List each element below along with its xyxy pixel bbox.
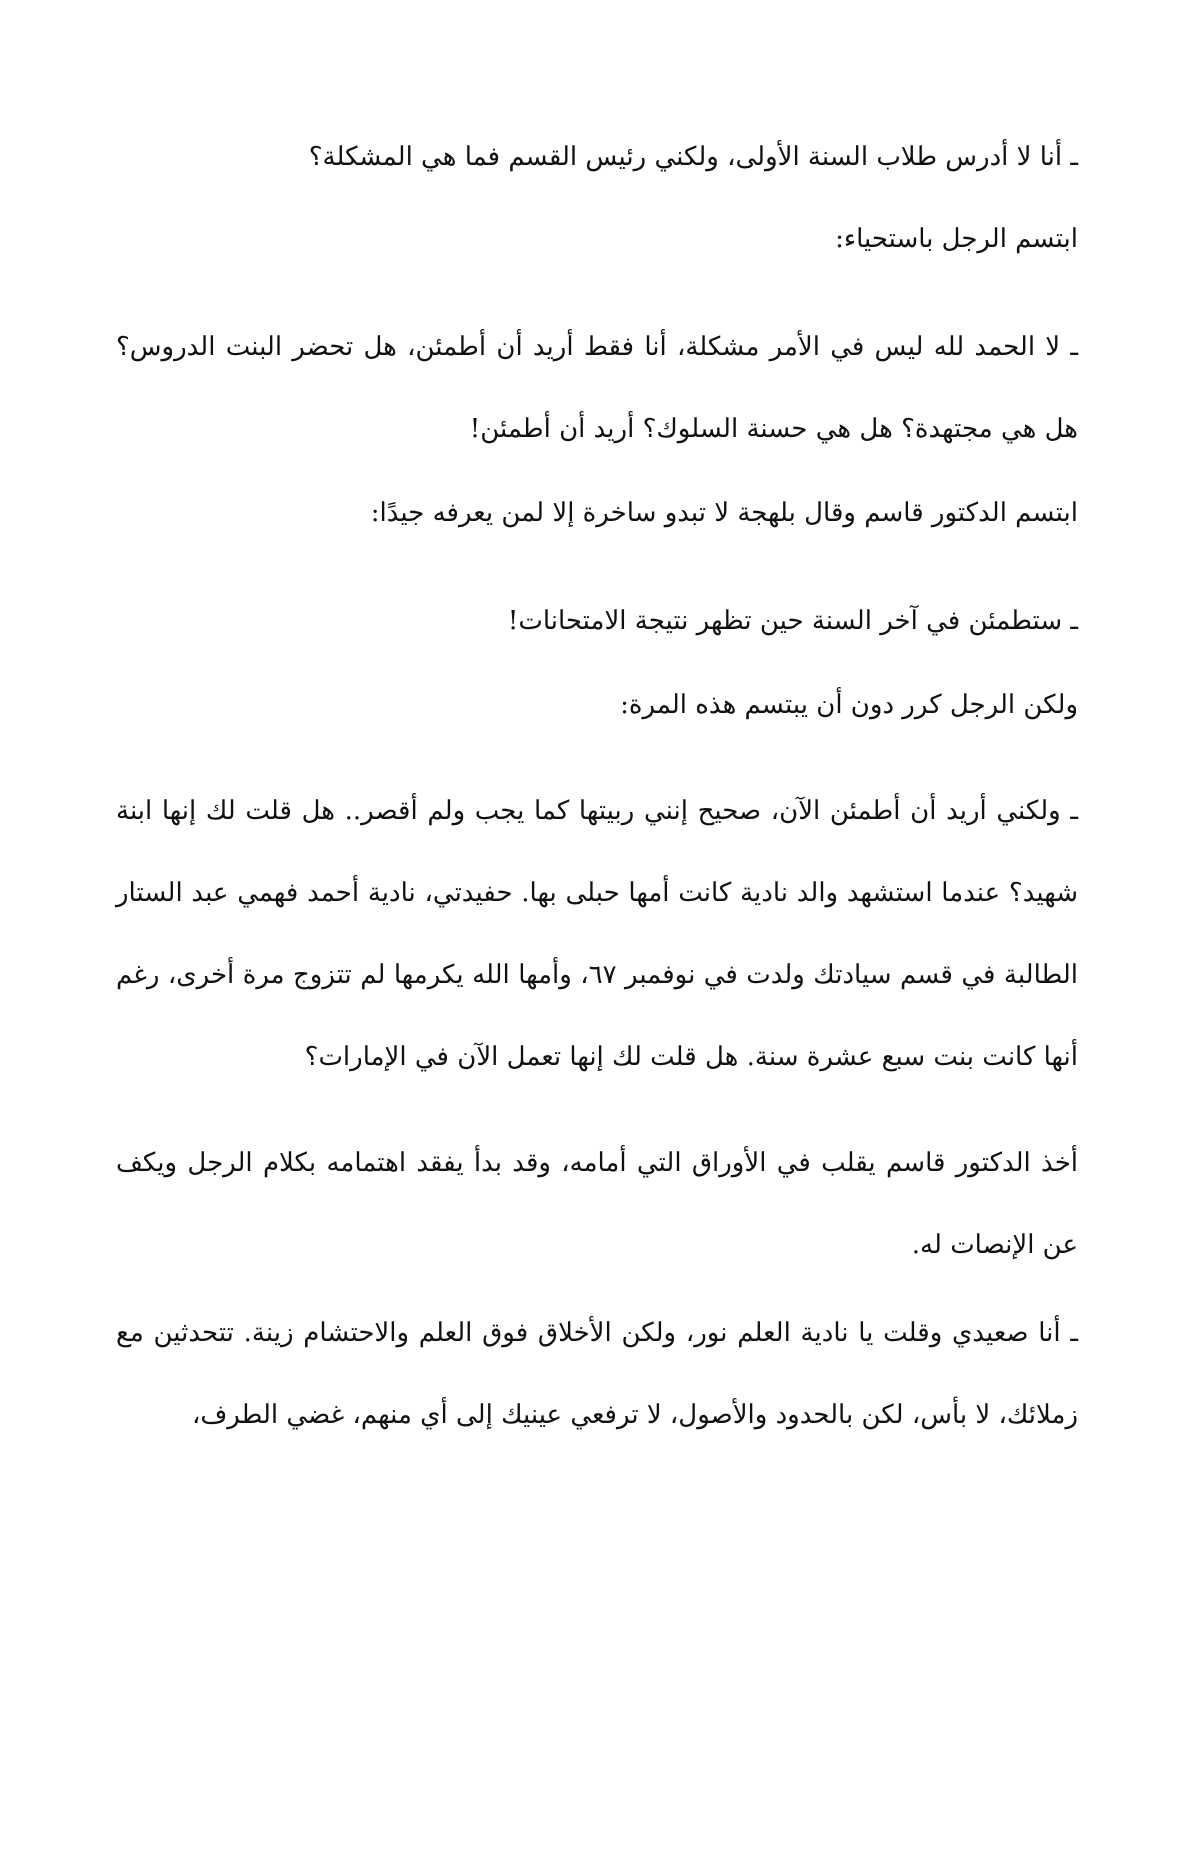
paragraph-5: ـ ستطمئن في آخر السنة حين تظهر نتيجة الامتحانات!	[507, 606, 1078, 636]
paragraph-7: ـ ولكني أريد أن أطمئن الآن، صحيح إنني ربيتها كما يجب ولم أقصر.. هل قلت لك إنها ابنة شهيد؟ عندما استشهد والد نادية كانت أمها حبلى بها. حفيدتي، نادية أحمد فهمي عبد الستار الطالبة في قسم سيادتك ولدت في نوفمبر ٦٧، وأمها الله يكرمها لم تتزوج مرة أخرى، رغم أنها كانت بنت سبع عشرة سنة. هل قلت لك إنها تعمل الآن في الإمارات؟	[116, 796, 1078, 1072]
paragraph-4: ابتسم الدكتور قاسم وقال بلهجة لا تبدو ساخرة إلا لمن يعرفه جيدًا:	[370, 498, 1078, 528]
paragraph-2: ابتسم الرجل باستحياء:	[835, 224, 1078, 254]
paragraph-3: ـ لا الحمد لله ليس في الأمر مشكلة، أنا فقط أريد أن أطمئن، هل تحضر البنت الدروس؟ هل هي مجتهدة؟ هل هي حسنة السلوك؟ أريد أن أطمئن!	[116, 332, 1078, 444]
paragraph-1: ـ أنا لا أدرس طلاب السنة الأولى، ولكني رئيس القسم فما هي المشكلة؟	[308, 142, 1078, 172]
paragraph-9: ـ أنا صعيدي وقلت يا نادية العلم نور، ولكن الأخلاق فوق العلم والاحتشام زينة. تتحدثين مع زملائك، لا بأس، لكن بالحدود والأصول، لا ترفعي عينيك إلى أي منهم، غضي الطرف،	[116, 1318, 1078, 1430]
paragraph-6: ولكن الرجل كرر دون أن يبتسم هذه المرة:	[620, 690, 1078, 720]
paragraph-8: أخذ الدكتور قاسم يقلب في الأوراق التي أمامه، وقد بدأ يفقد اهتمامه بكلام الرجل ويكف عن الإنصات له.	[116, 1148, 1078, 1260]
